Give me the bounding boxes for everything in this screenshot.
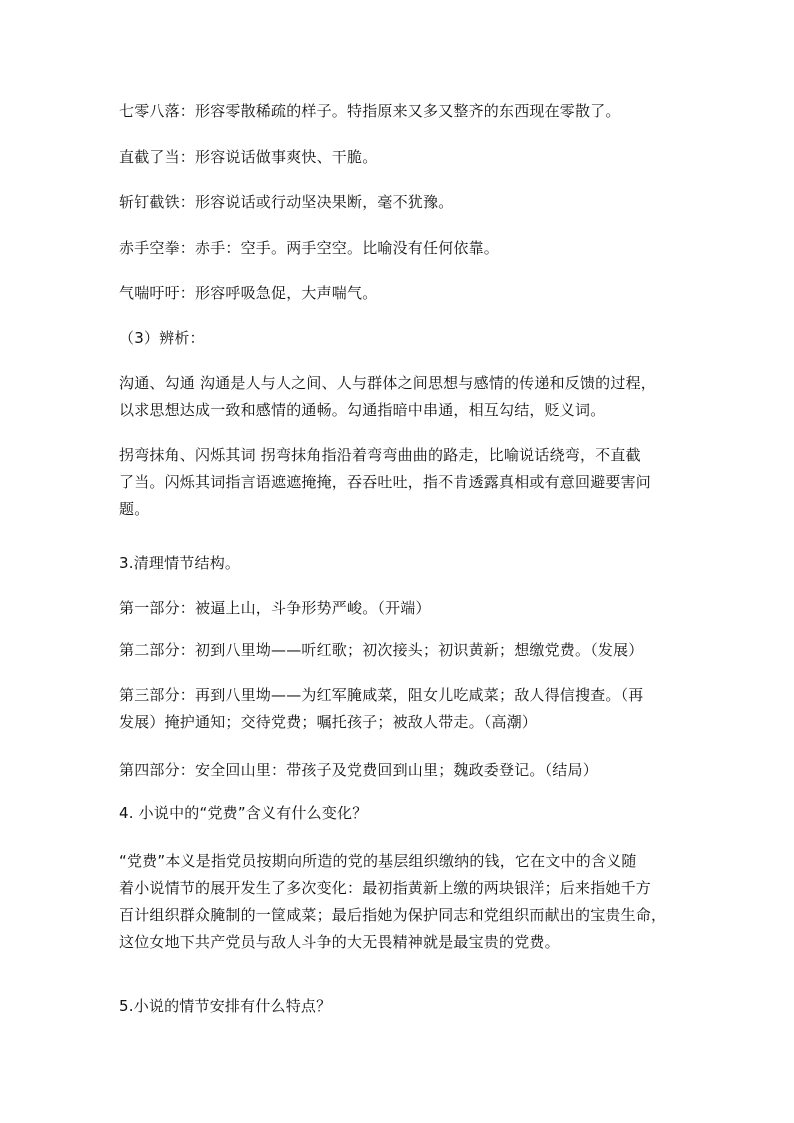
paragraph-line: 着小说情节的展开发生了多次变化：最初指黄新上缴的两块银洋；后来指她千方 (119, 879, 652, 897)
paragraph-line: 沟通、勾通 沟通是人与人之间、人与群体之间思想与感情的传递和反馈的过程， (119, 374, 656, 392)
structure-part-4 (119, 757, 679, 784)
idiom-line-chishoukongquan (119, 235, 679, 262)
heading-text: 3.清理情节结构。 (119, 554, 241, 572)
question-4-heading (119, 800, 679, 827)
structure-part-1 (119, 595, 679, 622)
paragraph-line: 拐弯抹角、闪烁其词 拐弯抹角指沿着弯弯曲曲的路走，比喻说话绕弯，不直截 (119, 446, 641, 464)
idiom-text: 直截了当：形容说话做事爽快、干脆。 (119, 148, 378, 166)
idiom-text: 斩钉截铁：形容说话或行动坚决果断，毫不犹豫。 (119, 193, 454, 211)
paragraph-line: “党费”本义是指党员按期向所造的党的基层组织缴纳的钱，它在文中的含义随 (119, 852, 637, 870)
idiom-text: 气喘吁吁：形容呼吸急促，大声喘气。 (119, 284, 378, 302)
question-5-heading (119, 993, 679, 1020)
analysis-paragraph-guaiwan (119, 442, 679, 523)
paragraph-line: 百计组织群众腌制的一筐咸菜；最后指她为保护同志和党组织而献出的宝贵生命， (119, 906, 667, 924)
idiom-line-zhandingjietie (119, 189, 679, 216)
paragraph-line: 第四部分：安全回山里：带孩子及党费回到山里；魏政委登记。（结局） (119, 761, 598, 779)
idiom-text: 七零八落：形容零散稀疏的样子。特指原来又多又整齐的东西现在零散了。 (119, 102, 621, 120)
paragraph-line: 这位女地下共产党员与敌人斗争的大无畏精神就是最宝贵的党费。 (119, 933, 560, 951)
structure-heading (119, 550, 679, 577)
paragraph-line: 了当。闪烁其词指言语遮遮掩掩，吞吞吐吐，指不肯透露真相或有意回避要害问 (119, 473, 652, 491)
idiom-line-qilingbaluo (119, 98, 679, 125)
structure-part-3 (119, 682, 679, 736)
analysis-paragraph-goutong (119, 370, 679, 424)
heading-text: （3）辨析： (119, 329, 205, 347)
paragraph-line: 第一部分：被逼上山，斗争形势严峻。（开端） (119, 599, 431, 617)
idiom-text: 赤手空拳：赤手：空手。两手空空。比喻没有任何依靠。 (119, 239, 500, 257)
structure-part-2 (119, 637, 679, 664)
question-4-answer (119, 848, 679, 956)
paragraph-line: 以求思想达成一致和感情的通畅。勾通指暗中串通，相互勾结，贬义词。 (119, 401, 606, 419)
heading-text: 5.小说的情节安排有什么特点？ (119, 997, 332, 1015)
paragraph-line: 第三部分：再到八里坳——为红军腌咸菜，阻女儿吃咸菜；敌人得信搜查。（再 (119, 686, 644, 704)
idiom-line-zhijieliaodang (119, 144, 679, 171)
paragraph-line: 第二部分：初到八里坳——听红歌；初次接头；初识黄新；想缴党费。（发展） (119, 641, 644, 659)
paragraph-line: 发展）掩护通知；交待党费；嘱托孩子；被敌人带走。（高潮） (119, 713, 538, 731)
section-heading-bianxi (119, 325, 679, 352)
idiom-line-qichuanxuxu (119, 280, 679, 307)
heading-text: 4. 小说中的“党费”含义有什么变化？ (119, 804, 368, 822)
paragraph-line: 题。 (119, 500, 150, 518)
